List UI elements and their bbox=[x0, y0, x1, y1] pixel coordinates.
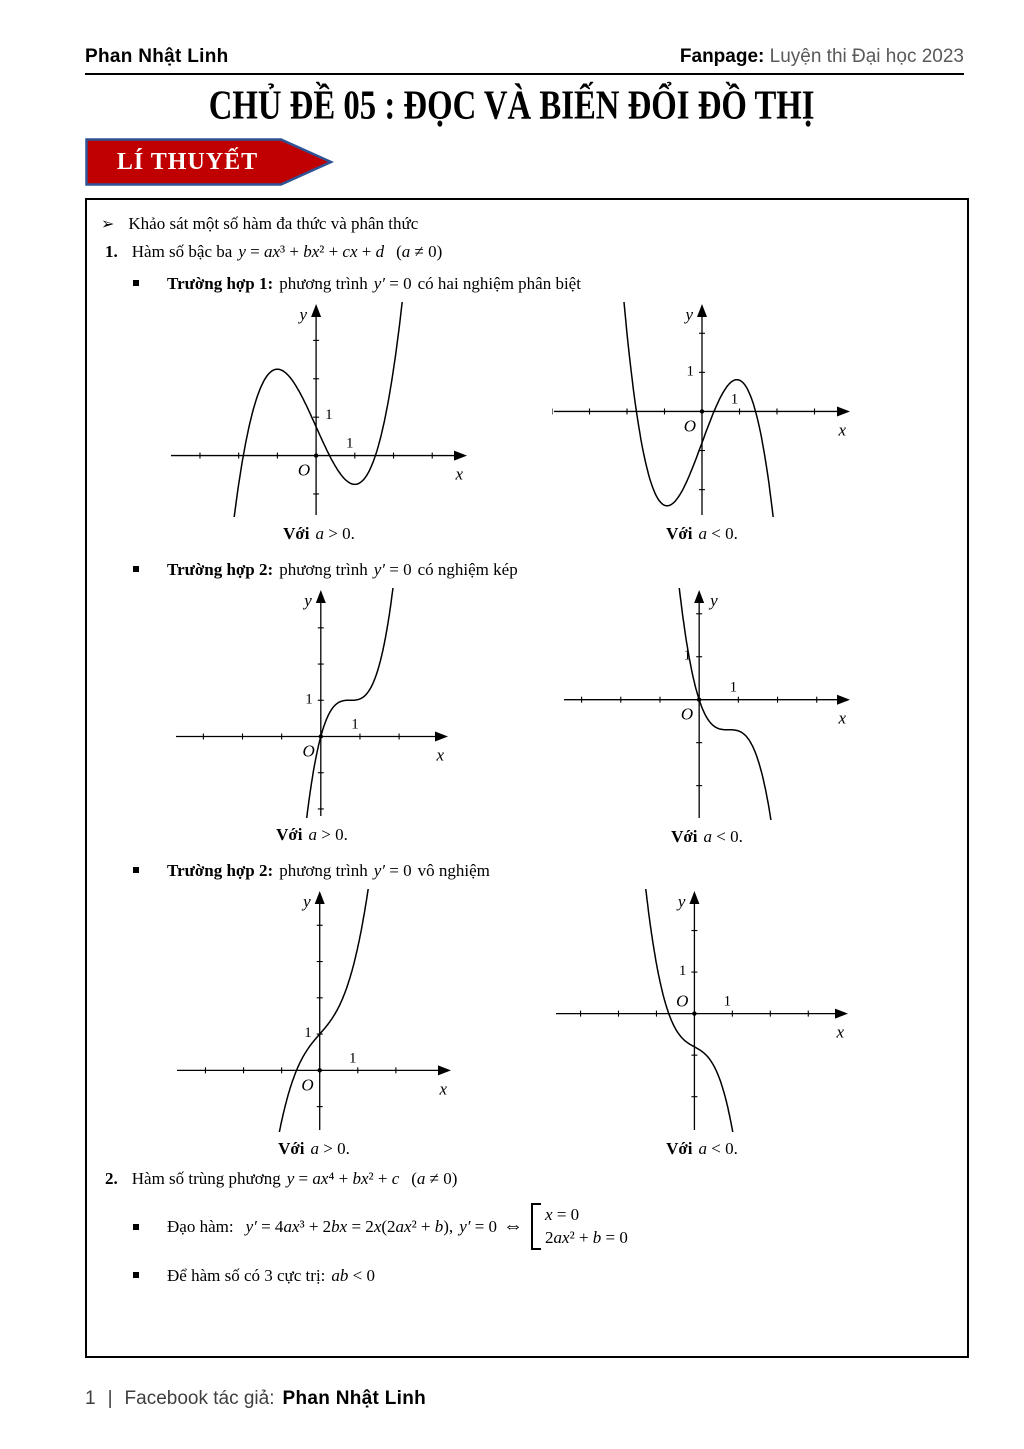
svg-text:O: O bbox=[680, 704, 694, 724]
figure-caption bbox=[562, 827, 852, 847]
caption-bold: Với bbox=[278, 1139, 305, 1158]
figure-caption bbox=[175, 1139, 453, 1159]
derivative-formula2: y′ = 0 bbox=[459, 1216, 498, 1236]
caption-bold: Với bbox=[283, 524, 310, 543]
svg-text:1: 1 bbox=[305, 691, 313, 708]
svg-text:O: O bbox=[683, 416, 696, 436]
figure-cell bbox=[529, 889, 971, 1159]
page-header bbox=[85, 46, 964, 75]
svg-text:y: y bbox=[303, 892, 311, 911]
title-row bbox=[0, 83, 1024, 128]
case1-line bbox=[133, 274, 949, 294]
svg-text:O: O bbox=[297, 460, 311, 480]
svg-text:x: x bbox=[838, 420, 846, 440]
figure-caption bbox=[554, 1139, 850, 1159]
cubic-graph-two-extrema-negative bbox=[552, 302, 852, 517]
item1-label: Hàm số bậc ba bbox=[131, 242, 233, 261]
figure-caption bbox=[169, 524, 469, 544]
page-number: 1 bbox=[85, 1388, 96, 1409]
square-bullet-icon bbox=[133, 867, 139, 873]
case2-post: có nghiệm kép bbox=[417, 560, 518, 579]
item1-line bbox=[105, 242, 949, 262]
figure-cell bbox=[529, 302, 971, 544]
theory-box bbox=[85, 198, 969, 1358]
footer-separator: | bbox=[107, 1388, 113, 1409]
caption-math: a > 0. bbox=[315, 524, 355, 543]
case2-line bbox=[133, 560, 949, 580]
svg-text:O: O bbox=[676, 991, 689, 1011]
caption-bold: Với bbox=[671, 827, 698, 846]
case2-label: Trường hợp 2: bbox=[167, 560, 274, 579]
figure-row-3 bbox=[87, 889, 949, 1159]
figure-caption bbox=[552, 524, 852, 544]
svg-text:1: 1 bbox=[683, 647, 692, 664]
caption-math: a < 0. bbox=[698, 524, 738, 543]
iff-arrow: ⇔ bbox=[503, 1215, 524, 1237]
svg-text:1: 1 bbox=[729, 679, 738, 696]
svg-text:y: y bbox=[710, 591, 718, 610]
page-title: CHỦ ĐỀ 05 : ĐỌC VÀ BIẾN ĐỔI ĐỒ THỊ bbox=[209, 82, 815, 129]
extrema-math: ab < 0 bbox=[331, 1266, 375, 1285]
caption-bold: Với bbox=[666, 524, 693, 543]
svg-text:x: x bbox=[838, 708, 846, 728]
intro-line bbox=[101, 214, 949, 234]
svg-text:1: 1 bbox=[325, 407, 333, 424]
footer-label: Facebook tác giả: bbox=[124, 1388, 275, 1409]
svg-text:1: 1 bbox=[730, 391, 739, 408]
fanpage-value: Luyện thi Đại học 2023 bbox=[769, 46, 964, 67]
svg-text:1: 1 bbox=[349, 1050, 357, 1067]
cubic-graph-no-critical-positive bbox=[175, 889, 453, 1132]
caption-bold: Với bbox=[666, 1139, 693, 1158]
header-author: Phan Nhật Linh bbox=[85, 46, 229, 67]
banner-label: LÍ THUYẾT bbox=[116, 148, 259, 175]
cubic-graph-double-root-negative bbox=[562, 588, 852, 820]
cases-group bbox=[531, 1203, 628, 1250]
item2-formula: y = ax⁴ + bx² + c bbox=[286, 1169, 400, 1188]
extrema-label: Để hàm số có 3 cực trị: bbox=[167, 1266, 326, 1285]
svg-text:1: 1 bbox=[351, 716, 359, 733]
svg-text:y: y bbox=[299, 305, 308, 324]
svg-text:x: x bbox=[836, 1022, 844, 1042]
footer-author: Phan Nhật Linh bbox=[282, 1388, 427, 1409]
item2-line bbox=[105, 1169, 949, 1189]
case2-math: y′ = 0 bbox=[373, 560, 412, 579]
fanpage-label: Fanpage: bbox=[679, 46, 765, 67]
svg-text:1: 1 bbox=[686, 363, 694, 380]
svg-text:O: O bbox=[301, 1075, 314, 1095]
item1-formula: y = ax³ + bx² + cx + d bbox=[238, 242, 385, 261]
case1-post: có hai nghiệm phân biệt bbox=[417, 274, 581, 293]
left-bracket-icon bbox=[531, 1203, 540, 1250]
header-fanpage bbox=[680, 46, 964, 68]
case-eq-1: x = 0 bbox=[545, 1205, 580, 1224]
item1-condition: (a ≠ 0) bbox=[396, 242, 443, 261]
figure-cell bbox=[529, 588, 971, 847]
figure-cell bbox=[87, 302, 529, 544]
square-bullet-icon bbox=[133, 280, 139, 286]
case1-label: Trường hợp 1: bbox=[167, 274, 274, 293]
square-bullet-icon bbox=[133, 566, 139, 572]
cubic-graph-no-critical-negative bbox=[554, 889, 850, 1132]
case2-pre: phương trình bbox=[279, 560, 368, 579]
derivative-label: Đạo hàm: bbox=[167, 1216, 234, 1236]
derivative-line bbox=[133, 1203, 949, 1250]
case1-math: y′ = 0 bbox=[373, 274, 412, 293]
svg-text:1: 1 bbox=[723, 993, 732, 1010]
derivative-formula: y′ = 4ax³ + 2bx = 2x(2ax² + b), bbox=[245, 1216, 454, 1236]
svg-text:y: y bbox=[685, 305, 693, 324]
extrema-line bbox=[133, 1266, 949, 1286]
svg-text:x: x bbox=[436, 745, 444, 765]
caption-math: a > 0. bbox=[310, 1139, 350, 1158]
cubic-graph-double-root-positive bbox=[174, 588, 450, 818]
item2-number: 2. bbox=[105, 1169, 118, 1188]
figure-caption bbox=[174, 825, 450, 845]
case3-post: vô nghiệm bbox=[417, 861, 490, 880]
cubic-graph-two-extrema-positive bbox=[169, 302, 469, 517]
case3-line bbox=[133, 861, 949, 881]
svg-text:1: 1 bbox=[304, 1025, 312, 1042]
caption-math: a > 0. bbox=[308, 825, 348, 844]
caption-math: a < 0. bbox=[703, 827, 743, 846]
svg-text:1: 1 bbox=[678, 963, 687, 980]
svg-text:O: O bbox=[302, 741, 315, 761]
page-footer bbox=[85, 1388, 964, 1410]
case3-pre: phương trình bbox=[279, 861, 368, 880]
item1-number: 1. bbox=[105, 242, 118, 261]
caption-math: a < 0. bbox=[698, 1139, 738, 1158]
svg-text:y: y bbox=[677, 892, 686, 911]
item2-condition: (a ≠ 0) bbox=[411, 1169, 458, 1188]
theory-banner bbox=[85, 138, 335, 186]
figure-cell bbox=[87, 588, 529, 847]
arrow-bullet-icon: ➢ bbox=[101, 216, 115, 233]
figure-row-2 bbox=[87, 588, 949, 847]
svg-text:y: y bbox=[304, 591, 312, 610]
caption-bold: Với bbox=[276, 825, 303, 844]
case-eq-2: 2ax² + b = 0 bbox=[545, 1228, 628, 1247]
figure-cell bbox=[87, 889, 529, 1159]
case3-label: Trường hợp 2: bbox=[167, 861, 274, 880]
square-bullet-icon bbox=[133, 1224, 139, 1230]
svg-text:x: x bbox=[455, 464, 463, 484]
square-bullet-icon bbox=[133, 1272, 139, 1278]
svg-text:1: 1 bbox=[346, 435, 354, 452]
svg-text:x: x bbox=[439, 1079, 447, 1099]
intro-text: Khảo sát một số hàm đa thức và phân thức bbox=[128, 214, 419, 233]
item2-label: Hàm số trùng phương bbox=[131, 1169, 281, 1188]
case1-pre: phương trình bbox=[279, 274, 368, 293]
case3-math: y′ = 0 bbox=[373, 861, 412, 880]
figure-row-1 bbox=[87, 302, 949, 544]
